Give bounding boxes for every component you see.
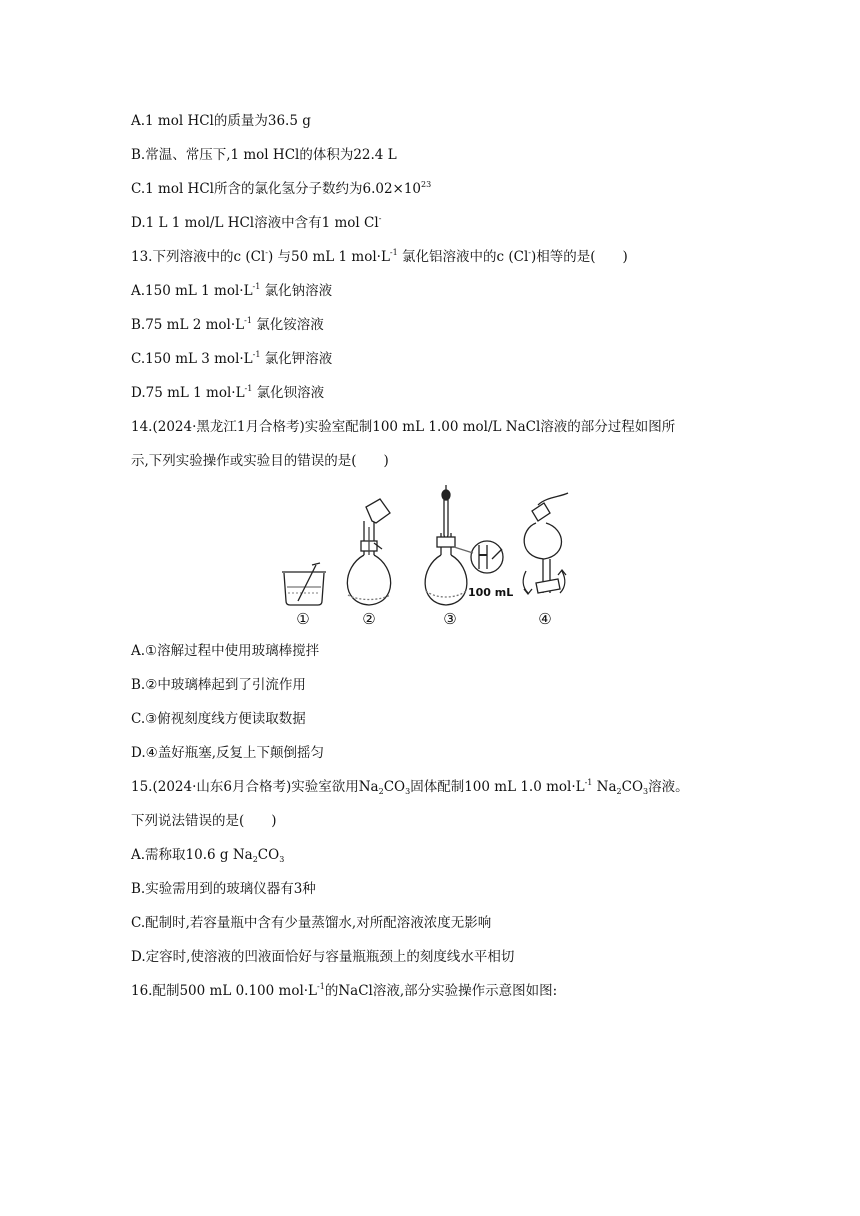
figure-label-3: ③ bbox=[443, 610, 457, 628]
q14-stem-line2: 示,下列实验操作或实验目的错误的是( ) bbox=[131, 453, 389, 469]
q13-stem: 13.下列溶液中的c (Cl-) 与50 mL 1 $mol\cdot L^{-1}$ 氯化铝溶液中的c (Cl-)相等的是( ) bbox=[131, 248, 628, 265]
q13-option-a: A.150 mL 1 $mol\cdot L^{-1}$ 氯化钠溶液 bbox=[131, 282, 333, 299]
q14-option-a: A.①溶解过程中使用玻璃棒搅拌 bbox=[131, 643, 320, 659]
figure-label-2: ② bbox=[362, 610, 376, 628]
q16-stem: 16.配制500 mL 0.100 $mol\cdot L^{-1}$的NaCl溶液,部分实验操作示意图如图: bbox=[131, 982, 558, 999]
q12-option-a: A.1 mol HCl的质量为36.5 g bbox=[131, 113, 311, 129]
q14-option-c: C.③俯视刻度线方便读取数据 bbox=[131, 711, 306, 727]
q13-option-b: B.75 mL 2 $mol\cdot L^{-1}$ 氯化铵溶液 bbox=[131, 316, 324, 333]
experiment-figure bbox=[270, 483, 580, 628]
q15-option-b: B.实验需用到的玻璃仪器有3种 bbox=[131, 881, 316, 897]
q14-option-d: D.④盖好瓶塞,反复上下颠倒摇匀 bbox=[131, 745, 325, 761]
q15-option-a: A.需称取10.6 g $Na_2CO_3$ bbox=[131, 847, 285, 864]
beaker-with-rod-diagram bbox=[282, 563, 326, 605]
flask-pouring-diagram bbox=[347, 499, 390, 605]
figure-label-1: ① bbox=[296, 610, 310, 628]
q15-option-d: D.定容时,使溶液的凹液面恰好与容量瓶瓶颈上的刻度线水平相切 bbox=[131, 949, 515, 965]
q13-option-c: C.150 mL 3 $mol\cdot L^{-1}$ 氯化钾溶液 bbox=[131, 350, 333, 367]
q12-option-c: C.1 mol HCl所含的氯化氢分子数约为$6.02\times 10^{23}$ bbox=[131, 180, 432, 197]
q14-option-b: B.②中玻璃棒起到了引流作用 bbox=[131, 677, 306, 693]
q15-option-c: C.配制时,若容量瓶中含有少量蒸馏水,对所配溶液浓度无影响 bbox=[131, 915, 492, 931]
q12-option-b: B.常温、常压下,1 mol HCl的体积为22.4 L bbox=[131, 147, 397, 163]
volume-mark-label: 100 mL bbox=[468, 586, 514, 599]
q14-stem-line1: 14.(2024·黑龙江1月合格考)实验室配制100 mL 1.00 mol/L NaCl溶液的部分过程如图所 bbox=[131, 419, 676, 435]
q13-option-d: D.75 mL 1 $mol\cdot L^{-1}$ 氯化钡溶液 bbox=[131, 384, 325, 401]
q15-stem-line1: 15.(2024·山东6月合格考)实验室欲用$Na_2CO_3$固体配制100 mL 1.0 $mol\cdot L^{-1}$ $Na_2CO_3$溶液。 bbox=[131, 778, 689, 796]
q15-stem-line2: 下列说法错误的是( ) bbox=[131, 813, 277, 829]
figure-label-4: ④ bbox=[538, 610, 552, 628]
flask-shaking-diagram bbox=[523, 493, 568, 594]
q12-option-d: D.1 L 1 mol/L HCl溶液中含有1 mol Cl- bbox=[131, 214, 382, 231]
